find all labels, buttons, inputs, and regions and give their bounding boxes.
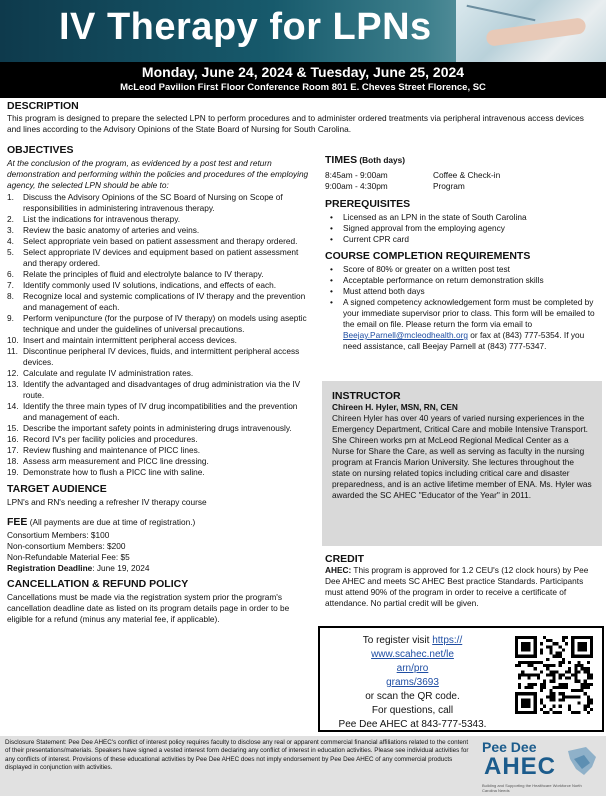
register-link[interactable]: https:// www.scahec.net/le arn/pro grams/3693 xyxy=(371,635,463,688)
instructor-name: Chireen H. Hyler, MSN, RN, CEN xyxy=(332,402,458,412)
times-table xyxy=(325,170,601,192)
credit-heading: CREDIT xyxy=(325,553,365,565)
left-column xyxy=(7,144,313,625)
objective-item: 17. Review flushing and maintenance of PICC lines. xyxy=(7,445,201,455)
completion-heading: COURSE COMPLETION REQUIREMENTS xyxy=(325,250,531,262)
register-text: To register visit https:// www.scahec.net/le arn/pro grams/3693 or scan the QR code. For questions, call Pee Dee AHEC at 843-777-5343. xyxy=(338,635,487,730)
list-item: • A signed competency acknowledgement form must be completed by your immediate supervisor prior to class. This form will be emailed to the email on file. Please return the form via email to Beejay.Parnell@mcleodhealth.org or fax at (843) 777-5354. If you need assistance, call Beejay Parnell at (843) 777-5347. xyxy=(330,297,595,351)
objective-item: 8. Recognize local and systemic complications of IV therapy and the prevention and management of each. xyxy=(7,291,306,312)
fee-note: (All payments are due at time of registration.) xyxy=(27,517,196,527)
objective-item: 6. Relate the principles of fluid and electrolyte balance to IV therapy. xyxy=(7,269,264,279)
objective-item: 4. Select appropriate vein based on patient assessment and therapy ordered. xyxy=(7,236,298,246)
description-heading: DESCRIPTION xyxy=(7,100,79,112)
email-link[interactable]: Beejay.Parnell@mcleodhealth.org xyxy=(343,330,468,340)
objective-item: 14. Identify the three main types of IV drug incompatibilities and the prevention and management of each. xyxy=(7,401,298,422)
time-desc: Coffee & Check-in xyxy=(433,170,501,180)
pee-dee-ahec-logo: Pee Dee AHEC Building and Supporting the Healthcare Workforce North Carolina Needs xyxy=(480,739,600,791)
objective-item: 2. List the indications for intravenous therapy. xyxy=(7,214,181,224)
time-desc: Program xyxy=(433,181,465,191)
fee-line: Non-consortium Members: $200 xyxy=(7,541,126,551)
instructor-heading: INSTRUCTOR xyxy=(332,390,401,402)
credit-section xyxy=(325,553,601,609)
fee-line: Consortium Members: $100 xyxy=(7,530,110,540)
disclaimer-text: Disclosure Statement: Pee Dee AHEC's conflict of interest policy requires faculty to disclose any real or apparent commercial financial affiliations related to the content of their presentations/materials. Speakers have signed a vested interest form declaring any conflict of interest in education activities. Please see individual activities for any conflicts of interest. Provisions of these educational activities by Pee Dee AHEC does not imply endorsement by Pee Dee AHEC of any commercial products displayed in conjunction with activities. xyxy=(5,739,469,772)
right-column xyxy=(325,150,601,352)
event-location: McLeod Pavilion First Floor Conference Room 801 E. Cheves Street Florence, SC xyxy=(120,82,486,93)
instructor-bio: Chireen Hyler has over 40 years of varied nursing experiences in the Emergency Department, Critical Care and mobile Intensive Transport. She Chireen works prn at McLeod Regional Medical Center as a Nurse for Share the Care, as well as serving as faculty in the nursing program at Francis Marion University. She lectures throughout the state on nursing related topics including critical care and disaster preparedness, and is an active lifetime member of ENA. Ms. Hyler was awarded the SC AHEC "Educator of the Year" in 2011. xyxy=(332,413,592,500)
objective-item: 1. Discuss the Advisory Opinions of the SC Board of Nursing on Scope of responsibilities in administering intravenous therapy. xyxy=(7,192,283,213)
page-title: IV Therapy for LPNs xyxy=(59,6,432,48)
instructor-box xyxy=(322,381,602,546)
phone-number: Pee Dee AHEC at 843-777-5343. xyxy=(338,719,487,730)
audience-heading: TARGET AUDIENCE xyxy=(7,483,107,495)
list-item: • Acceptable performance on return demonstration skills xyxy=(330,275,544,285)
objective-item: 15. Describe the important safety points in administering drugs intravenously. xyxy=(7,423,292,433)
objective-item: 3. Review the basic anatomy of arteries and veins. xyxy=(7,225,200,235)
list-item: • Licensed as an LPN in the state of South Carolina xyxy=(330,212,527,222)
list-item: • Current CPR card xyxy=(330,234,409,244)
list-item: • Must attend both days xyxy=(330,286,425,296)
objectives-intro: At the conclusion of the program, as evidenced by a post test and return demonstration and performing within the policies and procedures of the employing agency, the selected LPN should be able to: xyxy=(7,158,309,190)
cancellation-heading: CANCELLATION & REFUND POLICY xyxy=(7,578,189,590)
objectives-list xyxy=(7,192,313,478)
objective-item: 19. Demonstrate how to flush a PICC line with saline. xyxy=(7,467,205,477)
qr-code[interactable] xyxy=(515,636,593,714)
list-item: • Score of 80% or greater on a written post test xyxy=(330,264,510,274)
objective-item: 11. Discontinue peripheral IV devices, fluids, and intermittent peripheral access devices. xyxy=(7,346,300,367)
objective-item: 12. Calculate and regulate IV administration rates. xyxy=(7,368,194,378)
completion-list xyxy=(325,264,601,352)
objective-item: 13. Identify the advantaged and disadvantages of drug administration via the IV route. xyxy=(7,379,301,400)
fee-heading: FEE xyxy=(7,516,28,528)
fee-line: Non-Refundable Material Fee: $5 xyxy=(7,552,130,562)
audience-text: LPN's and RN's needing a refresher IV therapy course xyxy=(7,497,207,507)
fee-heading-row xyxy=(7,512,313,530)
times-heading: TIMES xyxy=(325,154,358,166)
questions-label: For questions, call xyxy=(371,705,454,716)
prerequisites-list xyxy=(325,212,601,245)
iv-photo xyxy=(456,0,606,62)
south-carolina-map-icon xyxy=(566,745,600,777)
date-bar xyxy=(0,62,606,98)
objective-item: 10. Insert and maintain intermittent peripheral access devices. xyxy=(7,335,237,345)
description-section xyxy=(7,100,599,135)
time-cell: 9:00am - 4:30pm xyxy=(325,181,388,191)
objectives-heading: OBJECTIVES xyxy=(7,144,74,156)
prerequisites-heading: PREREQUISITES xyxy=(325,198,411,210)
event-dates: Monday, June 24, 2024 & Tuesday, June 25, 2024 xyxy=(141,64,465,80)
objective-item: 5. Select appropriate IV devices and equipment based on patient assessment and therapy ordered. xyxy=(7,247,299,268)
cancellation-text: Cancellations must be made via the registration system prior the program's cancellation deadline date as listed on its program details page in order to be eligible for a refund (minus any material fee, if applicable). xyxy=(7,592,290,624)
credit-text: AHEC: This program is approved for 1.2 CEU's (12 clock hours) by Pee Dee AHEC and meets SC AHEC Best practice Standards. Participants must attend 90% of the program in order to receive a certificate of attendance. No partial credit will be given. xyxy=(325,565,589,608)
objective-item: 16. Record IV's per facility policies and procedures. xyxy=(7,434,198,444)
times-heading-row: TIMES (Both days) xyxy=(325,154,406,166)
description-text: This program is designed to prepare the selected LPN to perform procedures and to administer ordered treatments via peripheral intravenous access devices and lines according to the Advisory Opinions of the State Board of Nursing for South Carolina. xyxy=(7,113,584,134)
objective-item: 7. Identify commonly used IV solutions, indications, and effects of each. xyxy=(7,280,277,290)
objective-item: 18. Assess arm measurement and PICC line dressing. xyxy=(7,456,209,466)
time-cell: 8:45am - 9:00am xyxy=(325,170,388,180)
register-box xyxy=(318,626,604,732)
list-item: • Signed approval from the employing agency xyxy=(330,223,505,233)
header-banner xyxy=(0,0,606,62)
registration-deadline: Registration Deadline: June 19, 2024 xyxy=(7,563,150,573)
disclaimer-footer xyxy=(0,736,606,796)
qr-line: or scan the QR code. xyxy=(365,691,460,702)
objective-item: 9. Perform venipuncture (for the purpose of IV therapy) on models using aseptic technique and under the guidelines of universal precautions. xyxy=(7,313,307,334)
